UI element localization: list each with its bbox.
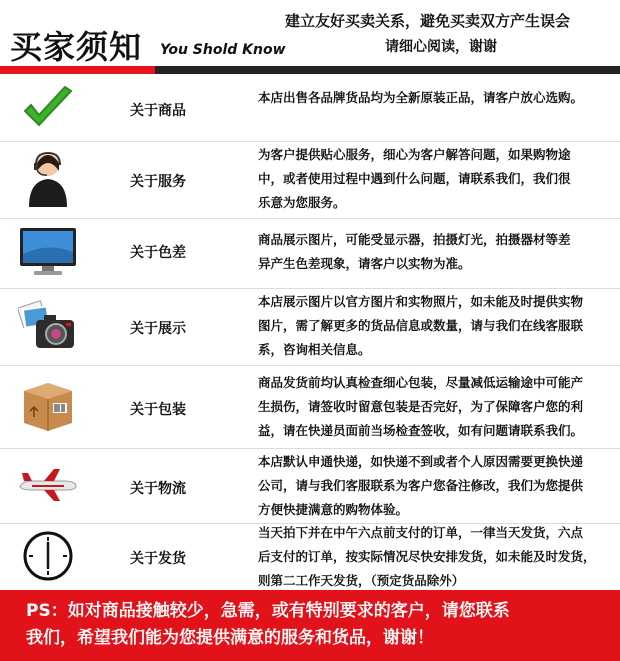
notice-row-logistics	[0, 448, 620, 524]
notice-description: 商品展示图片，可能受显示器，拍摄灯光，拍摄器材等差 异产生色差现象，请客户以实物为准。	[258, 232, 571, 271]
notice-label: 关于物流	[130, 481, 186, 497]
notice-row-service	[0, 141, 620, 219]
checkmark-icon	[18, 80, 78, 140]
notice-description: 本店默认申通快递，如快递不到或者个人原因需要更换快递 公司，请与我们客服联系为客户您备注修改，我们为您提供 方便快捷满意的购物体验。	[258, 454, 584, 517]
notice-label: 关于发货	[130, 551, 186, 567]
notice-label: 关于商品	[130, 103, 186, 119]
page-title: 买家须知	[10, 28, 143, 66]
notice-label: 关于色差	[130, 245, 186, 261]
notice-description: 本店出售各品牌货品均为全新原装正品，请客户放心选购。	[258, 90, 584, 105]
header	[0, 0, 620, 78]
notice-row-color	[0, 218, 620, 289]
notice-row-shipping	[0, 523, 620, 590]
notice-description: 本店展示图片以官方图片和实物照片，如未能及时提供实物 图片，需了解更多的货品信息或数量，请与我们在线客服联 系，咨询相关信息。	[258, 294, 584, 357]
camera-photos-icon	[18, 296, 78, 356]
page-subtitle-english: You Shold Know	[160, 42, 286, 58]
notice-row-product	[0, 78, 620, 142]
notice-row-packaging	[0, 365, 620, 449]
notice-label: 关于服务	[130, 174, 186, 190]
notice-label: 关于展示	[130, 321, 186, 337]
tagline-secondary: 请细心阅读，谢谢	[385, 39, 497, 55]
header-divider-bar	[0, 66, 620, 74]
notice-row-display	[0, 288, 620, 366]
clock-icon	[18, 526, 78, 586]
monitor-icon	[18, 221, 78, 281]
airplane-icon	[18, 455, 78, 515]
tagline-primary: 建立友好买卖关系，避免买卖双方产生误会	[285, 12, 571, 30]
notice-label: 关于包装	[130, 402, 186, 418]
notice-description: 当天拍下并在中午六点前支付的订单，一律当天发货，六点 后支付的订单，按实际情况尽快安排发货，如未能及时发货， 则第二工作天发货，（预定货品除外）	[258, 525, 596, 588]
package-box-icon	[18, 376, 78, 436]
header-divider-accent	[0, 66, 155, 74]
notice-description: 商品发货前均认真检查细心包装，尽量减低运输途中可能产 生损伤，请签收时留意包装是否完好，为了保障客户您的利 益，请在快递员面前当场检查签收，如有问题请联系我们。	[258, 375, 584, 438]
customer-service-agent-icon	[18, 149, 78, 209]
notice-description: 为客户提供贴心服务，细心为客户解答问题，如果购物途 中，或者使用过程中遇到什么问题，请联系我们，我们很 乐意为您服务。	[258, 147, 571, 210]
footer-text: PS：如对商品接触较少，急需，或有特别要求的客户，请您联系 我们，希望我们能为您提供满意的服务和货品，谢谢！	[26, 601, 510, 648]
footer-notice	[0, 590, 620, 661]
